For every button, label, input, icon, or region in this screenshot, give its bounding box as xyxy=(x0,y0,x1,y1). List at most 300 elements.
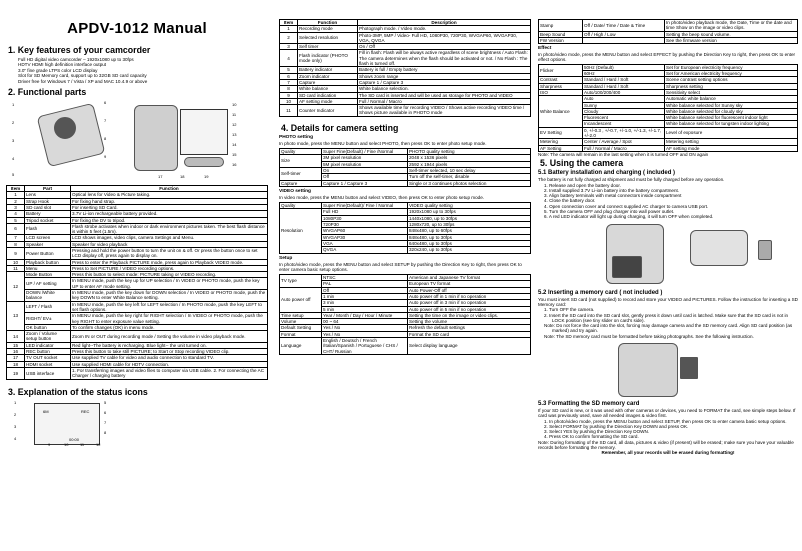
setup-table xyxy=(279,274,531,355)
callout-number: 18 xyxy=(180,174,185,180)
video-row-cell: 640x480, up to 30fps xyxy=(408,240,531,246)
camera-body-image xyxy=(134,105,178,171)
osd-resolution-label: 6M xyxy=(43,408,49,414)
parts-row-cell: 1 xyxy=(7,192,25,198)
parts-row-cell: DOWN /White balance xyxy=(25,290,71,302)
effect-row-cell: Set for European electricity frequency xyxy=(665,64,798,70)
setup-row-cell: Year / Month / Day / Hour / Minute xyxy=(322,312,408,318)
step-item: 2. Select FORMAT by pushing the Direction Key DOWN and press OK. xyxy=(544,423,689,429)
icons-header-function: Function xyxy=(298,20,358,26)
video-row-cell: 848x480, up to 60fps xyxy=(408,228,531,234)
section-key-features-heading: 1. Key features of your camcorder xyxy=(8,45,151,55)
parts-row-cell: HDMI socket xyxy=(25,361,71,367)
page-title: APDV-1012 Manual xyxy=(67,20,207,37)
video-row-cell: WVGAP30 xyxy=(322,234,408,240)
icons-row-cell: White balance xyxy=(298,86,358,92)
icons-row-cell: 10 xyxy=(280,98,298,104)
icons-row-cell: 8 xyxy=(280,86,298,92)
icons-row-cell: Battery indicator xyxy=(298,67,358,73)
icons-header-item: Item xyxy=(280,20,298,26)
parts-row-cell: Use supplied TV cable for video and audio connection to standard TV. xyxy=(71,355,268,361)
stamp-row-cell: Setting the beep sound volume. xyxy=(665,31,798,37)
effect-row-cell: Incandescent xyxy=(583,121,665,127)
parts-row-cell: 17 xyxy=(7,355,25,361)
lens-image xyxy=(54,117,76,139)
icons-row-cell: 5 xyxy=(280,67,298,73)
camera-diagram xyxy=(8,99,268,185)
step-item: 6. A red LED indicator will light up during charging, it will turn OFF when completed. xyxy=(544,214,714,220)
callout-number: 10 xyxy=(232,102,237,108)
photo-row-cell: Size xyxy=(280,155,322,168)
parts-row-cell: LCD screen xyxy=(25,235,71,241)
effect-row-cell: 60Hz xyxy=(583,71,665,77)
step-item: 2. Insert the SD card into the SD card slot, gently press it down until card is latched. Make sure that the SD card is not in LOCK position (see tiny slider on card's side). xyxy=(544,312,789,323)
column-middle xyxy=(279,19,531,357)
effect-row-cell: Sunny xyxy=(583,102,665,108)
step-item: 1. Turn OFF the camera. xyxy=(544,307,595,313)
photo-row-cell: Quality xyxy=(280,149,322,155)
icons-row xyxy=(280,105,531,117)
photo-row-cell: Self-timer xyxy=(280,167,322,180)
callout-number: 2 xyxy=(12,120,15,126)
setup-row-cell: 5 min xyxy=(322,306,408,312)
stamp-table xyxy=(538,19,798,44)
setup-row-cell: English / Deutsch / French /Italian/Spanish / Portuguese / CHS / CHT/ Russian xyxy=(322,338,408,355)
parts-row-cell: Use supplied HDMI cable for HDTV connection. xyxy=(71,361,268,367)
effect-row-cell: Metering xyxy=(539,139,583,145)
parts-row-cell: 8 xyxy=(7,241,25,247)
callout-number: 1 xyxy=(12,102,15,108)
video-row-cell: VGA xyxy=(322,240,408,246)
format-note: Note: During formatting of the SD card, all data, pictures & video (if present) will be erased; make sure you have your valuable records before formatting the memory. xyxy=(538,439,794,451)
photo-row-cell: Single or 3 continues photos selection xyxy=(408,180,531,186)
column-right xyxy=(538,19,798,456)
step-item: Note: Do not force the card into the slot, forcing may damage camera and the SD memory card. Align SD card position (as marked) and try again. xyxy=(544,323,793,334)
parts-row xyxy=(7,248,268,260)
memory-card-heading: 5.2 Inserting a memory card ( not included ) xyxy=(538,289,663,296)
parts-row-cell: TV OUT socket xyxy=(25,355,71,361)
callout-number: 12 xyxy=(232,122,237,128)
parts-row-cell: Zoom / Volume setup button xyxy=(25,331,71,343)
photo-row-cell: Turn off the self-timer, disable xyxy=(408,174,531,180)
parts-row-cell: RIGHT/ EV± xyxy=(25,313,71,325)
parts-row-cell: Lens xyxy=(25,192,71,198)
video-row-cell: 1280x720, up to 30fps xyxy=(408,222,531,228)
battery-intro: The battery is not fully charged at shipment and must be fully charged before any operation. xyxy=(538,177,725,183)
callout-number: 17 xyxy=(158,174,163,180)
step-item: 1. In photo/video mode, press the MENU button and select SETUP, then press OK to enter camera basic setup options. xyxy=(544,418,787,424)
effect-row-cell: AF setting mode xyxy=(665,145,798,151)
status-icon-number: 5 xyxy=(104,399,107,405)
osd-rec-label: REC xyxy=(81,408,90,414)
photo-row-cell: Capture xyxy=(280,180,322,186)
setup-row-cell: Auto power off xyxy=(280,287,322,312)
parts-row-cell: Strap Hook xyxy=(25,198,71,204)
parts-row-cell: Optical lens for Video & Picture taking. xyxy=(71,192,268,198)
photo-setting-intro: In photo mode, press the MENU button and select PHOTO, then press OK to enter photo setup mode. xyxy=(279,140,487,146)
step-item: 1. Release and open the battery door. xyxy=(544,182,621,188)
video-row-cell: QVGA xyxy=(322,247,408,253)
icons-row-cell: Recording mode xyxy=(298,26,358,32)
lcd-screen-image xyxy=(180,109,228,155)
icons-row-cell: White balance selection. xyxy=(358,86,531,92)
photo-row-cell: 5M pixel resolution xyxy=(322,161,408,167)
setup-row-cell: Auto power off in 3 min if no operation xyxy=(408,300,531,306)
parts-row-cell: In MENU mode, push the key up for UP selection / In VIDEO or PHOTO mode, push the key UP to enter AF mode setting. xyxy=(71,278,268,290)
video-row-cell: WVGAP60 xyxy=(322,228,408,234)
status-icon-number: 4 xyxy=(14,435,17,441)
parts-row-cell: Playback button xyxy=(25,259,71,265)
parts-row-cell: Menu xyxy=(25,265,71,271)
effect-row-cell: Sensitivity select xyxy=(665,89,798,95)
photo-row-cell: PHOTO quality setting xyxy=(408,149,531,155)
icons-row-cell: Photo-3MP, 5MP / Video- Full HD, 1080P30, 720P30, WVGAP60, WVGAP30, VGA, QVGA xyxy=(358,32,531,44)
icons-row-cell: 3 xyxy=(280,44,298,50)
video-setting-table xyxy=(279,202,531,253)
setup-row-cell: Select display language xyxy=(408,338,531,355)
status-icon-number: 11 xyxy=(80,441,85,447)
icons-row-cell: Fill in flash: Flash will be always active regardless of scene brightness / Auto Flash: The camera determines when the flash should be activated or not. / No Flash : The flash is turned off. xyxy=(358,50,531,67)
parts-row-cell: For fixing the DV to tripod. xyxy=(71,217,268,223)
format-heading: 5.3 Formatting the SD memory card xyxy=(538,400,640,407)
effect-row-cell: ISO xyxy=(539,89,583,95)
parts-row-cell: 16 xyxy=(7,349,25,355)
stamp-row-cell: See the firmware version xyxy=(665,37,798,43)
parts-row xyxy=(7,301,268,313)
stamp-row-cell: FW Version xyxy=(539,37,583,43)
parts-row-cell: 13 xyxy=(7,301,25,330)
setup-row-cell: Off xyxy=(322,287,408,293)
parts-row-cell: UP / AF setting xyxy=(25,278,71,290)
icons-row-cell: 1 xyxy=(280,26,298,32)
parts-row-cell: 12 xyxy=(7,272,25,301)
effect-row-cell: Cloudy xyxy=(583,108,665,114)
feature-item: Slot for SD Memory card, support up to 32GB SD card capacity xyxy=(18,73,147,79)
parts-row-cell: 4 xyxy=(7,211,25,217)
parts-row-cell: 3 xyxy=(7,204,25,210)
step-item: 4. Close the battery door. xyxy=(544,198,596,204)
parts-row-cell: To confirm changes (OK) in menu mode. xyxy=(71,324,268,330)
setup-row-cell: PAL xyxy=(322,281,408,287)
callout-number: 19 xyxy=(204,174,209,180)
parts-row-cell: OK button xyxy=(25,324,71,330)
setup-row-cell: Format the SD card xyxy=(408,331,531,337)
icons-header-description: Description xyxy=(358,20,531,26)
memory-card-illustration xyxy=(540,339,798,399)
parts-row-cell: Battery xyxy=(25,211,71,217)
parts-row-cell: Tripod socket xyxy=(25,217,71,223)
parts-row xyxy=(7,290,268,302)
parts-row-cell: 5 xyxy=(7,217,25,223)
feature-item: Full HD digital video camcorder – 1920x1080 up to 30fps xyxy=(18,57,134,62)
icons-row-cell: Self timer xyxy=(298,44,358,50)
parts-row-cell: For inserting SD Card. xyxy=(71,204,268,210)
parts-row-cell: 14 xyxy=(7,331,25,343)
effect-row-cell: White Balance xyxy=(539,96,583,127)
photo-row xyxy=(280,180,531,186)
effect-row-cell: Flicker xyxy=(539,64,583,77)
video-row-cell: Full HD xyxy=(322,209,408,215)
parts-row xyxy=(7,349,268,355)
step-item: 4. Press OK to confirm formatting the SD card. xyxy=(544,434,639,440)
charger-image xyxy=(758,240,772,260)
parts-row-cell: Press this button to take still PICTURE; to Start or Stop recording VIDEO clip. xyxy=(71,349,268,355)
section-using-camera-heading: 5. Using the camera xyxy=(540,158,624,169)
icons-row-cell: 7 xyxy=(280,79,298,85)
parts-row-cell: 18 xyxy=(7,361,25,367)
icons-row-cell: Capture xyxy=(298,79,358,85)
stamp-row-cell xyxy=(583,37,665,43)
icons-row-cell: Flash indicator (PHOTO mode only) xyxy=(298,50,358,67)
setup-row-cell: Auto power off in 1 min if no operation xyxy=(408,293,531,299)
effect-intro: In photo/video mode, press the MENU button and select EFFECT by pushing the Direction Key to right, then press OK to enter effect options. xyxy=(538,52,796,63)
stamp-row xyxy=(539,37,798,43)
parts-row-cell: 2 xyxy=(7,198,25,204)
section-status-icons-heading: 3. Explanation of the status icons xyxy=(8,386,148,397)
icons-row-cell: Full / Normal / Macro xyxy=(358,98,531,104)
parts-row-cell: Press this button to select mode: PICTURE taking or VIDEO recording. xyxy=(71,272,268,278)
callout-number: 6 xyxy=(104,100,107,106)
setup-row xyxy=(280,338,531,355)
parts-row-cell: USB interface xyxy=(25,367,71,379)
callout-number: 5 xyxy=(12,172,15,178)
setup-row-cell: Auto power off in 5 min if no operation xyxy=(408,306,531,312)
effect-row-cell: Center / Average / Spot xyxy=(583,139,665,145)
setup-title: Setup xyxy=(279,255,293,261)
parts-row-cell: Mode Button xyxy=(25,272,71,278)
feature-list xyxy=(6,57,268,84)
callout-number: 16 xyxy=(232,162,237,168)
stamp-row-cell: Beep Sound xyxy=(539,31,583,37)
sd-card-image xyxy=(680,357,698,379)
photo-setting-table xyxy=(279,148,531,187)
video-row-cell: Resolution xyxy=(280,209,322,253)
icons-row-cell: The SD card is inserted and will be used as storage for PHOTO and VIDEO xyxy=(358,92,531,98)
feature-item: Driver free for Windows 7 / Vista / XP and MAC 10.4.9 or above xyxy=(18,78,148,84)
effect-row-cell: Scene contrast setting options xyxy=(665,77,798,83)
charger-camera-image xyxy=(690,230,748,266)
parts-row-cell: Speaker xyxy=(25,241,71,247)
parts-row xyxy=(7,278,268,290)
status-icons-diagram xyxy=(8,399,268,447)
photo-row-cell: Self-timer selected, 10 sec delay xyxy=(408,167,531,173)
effect-row-cell: EV Setting xyxy=(539,127,583,139)
effect-row-cell: Set for American electricity frequency xyxy=(665,71,798,77)
icons-row-cell: Shows zoom range xyxy=(358,73,531,79)
setup-row-cell: Default Setting xyxy=(280,325,322,331)
parts-header-part: Part xyxy=(25,186,71,192)
icons-row-cell: 9 xyxy=(280,92,298,98)
battery-illustration xyxy=(540,220,798,288)
memory-card-steps xyxy=(538,307,798,339)
setup-intro: In photo/video mode, press the MENU button and select SETUP by pushing the Direction Key to right, then press OK to enter camera basic setup options. xyxy=(279,261,522,272)
effect-row-cell: 50Hz (Default) xyxy=(583,64,665,70)
stamp-row-cell: Off / High / Low xyxy=(583,31,665,37)
video-row-cell: Quality xyxy=(280,203,322,209)
callout-number: 14 xyxy=(232,142,237,148)
parts-row-cell: Flash xyxy=(25,223,71,235)
status-icon-number: 8 xyxy=(104,429,107,435)
parts-row-cell: REC button xyxy=(25,349,71,355)
step-item: 2. Install supplied 3.7V Li-ion battery into the battery compartment. xyxy=(544,187,680,193)
setup-row-cell: NTSC xyxy=(322,275,408,281)
parts-row-cell: Speaker for video playback xyxy=(71,241,268,247)
icons-row-cell: Battery is full / Empty battery xyxy=(358,67,531,73)
callout-number: 3 xyxy=(12,138,15,144)
parts-table xyxy=(6,185,268,380)
setup-row-cell: Volume xyxy=(280,319,322,325)
setup-row-cell: Language xyxy=(280,338,322,355)
icons-row-cell: Capture 1 / Capture 3 xyxy=(358,79,531,85)
icons-row-cell: Selected resolution xyxy=(298,32,358,44)
parts-row-cell: 10 xyxy=(7,259,25,265)
parts-row-cell: 6 xyxy=(7,223,25,235)
format-intro: If your SD card is new, or it was used with other cameras or devices, you need to FORMAT the card, see simple steps below. If card was previously used, save all needed images & video first. xyxy=(538,407,796,419)
effect-row-cell: 0, +/-0.3 , +/-0.7, +/-1.0, +/-1.3, +/-1.7, +/-2.0 xyxy=(583,127,665,139)
callout-number: 15 xyxy=(232,152,237,158)
effect-row-cell: Sharpness setting xyxy=(665,83,798,89)
icons-row-cell: 11 xyxy=(280,105,298,117)
card-camera-image xyxy=(618,343,678,397)
memory-card-intro: You must insert SD card (not supplied) to record and store your VIDEO and PICTURES. Follow the instruction for inserting a SD Memory card: xyxy=(538,296,799,307)
status-icon-number: 1 xyxy=(14,399,17,405)
feature-item: HDTV HDMI high definition interface output xyxy=(18,62,107,68)
setup-row-cell: Setting the volume xyxy=(408,319,531,325)
parts-header-item: Item xyxy=(7,186,25,192)
photo-row-cell: Off xyxy=(322,174,408,180)
parts-row-cell: For fixing hand strap. xyxy=(71,198,268,204)
status-icon-number: 7 xyxy=(104,419,107,425)
parts-row-cell: 15 xyxy=(7,342,25,348)
effect-table xyxy=(538,64,798,152)
photo-row-cell: 3M pixel resolution xyxy=(322,155,408,161)
setup-row-cell: Yes / No xyxy=(322,331,408,337)
photo-row-cell: 2048 x 1536 pixels xyxy=(408,155,531,161)
parts-row-cell: In MENU mode, push the key left for LEFT selection / In PHOTO mode, push the key LEFT to set flash options. xyxy=(71,301,268,313)
video-row-cell: Super Fine(Default)/ Fine / Normal xyxy=(322,203,408,209)
column-left xyxy=(6,18,268,447)
icons-row-cell: 4 xyxy=(280,50,298,67)
effect-row-cell: White balance selected for cloudy sky xyxy=(665,108,798,114)
feature-item: 3.0" fine grade LTPS color LCD display xyxy=(18,67,98,73)
icons-row-cell: SD card indication xyxy=(298,92,358,98)
section-camera-setting-heading: 4. Details for camera setting xyxy=(281,122,399,133)
stamp-row-cell: Stamp xyxy=(539,20,583,32)
camera-bottom-image xyxy=(184,157,224,167)
status-icon-number: 6 xyxy=(104,409,107,415)
parts-row-cell: 7 xyxy=(7,235,25,241)
setup-row-cell: American and Japanese TV format xyxy=(408,275,531,281)
icons-row-cell: Photograph mode. / Video mode. xyxy=(358,26,531,32)
status-icons-table xyxy=(279,19,531,117)
parts-row-cell: In MENU mode, push the key down for DOWN selection / In VIDEO or PHOTO mode, push the key DOWN to enter White Balance setting. xyxy=(71,290,268,302)
parts-row-cell: 1. For transferring images and video files to computer via USB cable. 2. For connecting the AC Charger / charging battery xyxy=(71,367,268,379)
setup-row-cell: Auto Power-Off off xyxy=(408,287,531,293)
step-item: 3. Select YES by pushing the Direction Key DOWN. xyxy=(544,429,650,435)
parts-row-cell: Power Button xyxy=(25,248,71,260)
parts-row-cell: 11 xyxy=(7,265,25,271)
parts-header-function: Function xyxy=(71,186,268,192)
effect-row-cell: Fluorescent xyxy=(583,115,665,121)
effect-row-cell: Standard / Hard / Soft xyxy=(583,77,665,83)
video-row-cell: VIDEO quality setting xyxy=(408,203,531,209)
icons-row xyxy=(280,50,531,67)
setup-row-cell: 00 ~ 64 xyxy=(322,319,408,325)
stamp-row-cell: Off / Date/ Time / Date & Time xyxy=(583,20,665,32)
effect-row-cell: Contrast xyxy=(539,77,583,83)
setup-row-cell: 1 min xyxy=(322,293,408,299)
effect-note: Note: The camera will remain in the last setting when it is turned OFF and ON again xyxy=(538,151,709,157)
icons-row-cell: 6 xyxy=(280,73,298,79)
effect-row-cell: White balance selected for Sunny sky xyxy=(665,102,798,108)
effect-row-cell: Standard / Hard / Soft xyxy=(583,83,665,89)
parts-row xyxy=(7,223,268,235)
setup-row-cell: Format xyxy=(280,331,322,337)
status-icon-number: 10 xyxy=(64,441,69,447)
status-icon-number: 9 xyxy=(48,441,51,447)
parts-row-cell: 19 xyxy=(7,367,25,379)
video-row-cell: 320x240, up to 30fps xyxy=(408,247,531,253)
effect-row-cell: Automatic white balance xyxy=(665,96,798,102)
status-icon-number: 3 xyxy=(14,423,17,429)
step-item: 3. Align battery terminals with metal connectors inside compartment xyxy=(544,193,682,199)
icons-row xyxy=(280,92,531,98)
section-functional-parts-heading: 2. Functional parts xyxy=(8,87,87,98)
parts-row-cell: LED indicator xyxy=(25,342,71,348)
parts-row-cell: SD card slot xyxy=(25,204,71,210)
parts-row-cell: LEFT / Flash xyxy=(25,301,71,313)
effect-row-cell: White balance selected for fluorescent indoor light xyxy=(665,115,798,121)
effect-row-cell: Full / Normal / Macro xyxy=(583,145,665,151)
parts-row xyxy=(7,367,268,379)
parts-row-cell: Pressing and hold the power button to turn the unit on & off. Or press the button once to set LCD display off, press again to display on. xyxy=(71,248,268,260)
video-row-cell: 1080P30 xyxy=(322,215,408,221)
icons-row-cell: 2 xyxy=(280,32,298,44)
effect-row-cell: Level of exposure xyxy=(665,127,798,139)
effect-row-cell: Sharpness xyxy=(539,83,583,89)
status-icon-number: 2 xyxy=(14,411,17,417)
parts-row-cell: LCD shows images, video clips, camera Settings and Menu. xyxy=(71,235,268,241)
setup-row-cell: TV type xyxy=(280,275,322,288)
video-row-cell: 848x480, up to 30fps xyxy=(408,234,531,240)
video-row-cell: 1440x1080, up to 30fps xyxy=(408,215,531,221)
parts-row xyxy=(7,313,268,325)
battery-section-heading: 5.1 Battery installation and charging ( included ) xyxy=(538,170,676,177)
setup-row-cell: 3 min xyxy=(322,300,408,306)
step-item: 5. Turn the camera OFF and plug charger into wall power outlet. xyxy=(544,209,675,215)
parts-row xyxy=(7,331,268,343)
effect-title: Effect xyxy=(538,46,552,52)
parts-row-cell: Press to enter the Playback PICTURE mode, press again to Playback VIDEO mode. xyxy=(71,259,268,265)
photo-row-cell: Super Fine(Default) / Fine /Normal xyxy=(322,149,408,155)
icons-row-cell: Shows available time for recording VIDEO / Shows active recording VIDEO time / Shows picture available in PHOTO mode xyxy=(358,105,531,117)
format-steps xyxy=(538,419,798,440)
photo-row-cell: 2592 x 1944 pixels xyxy=(408,161,531,167)
callout-number: 4 xyxy=(12,156,15,162)
parts-row-cell: 9 xyxy=(7,248,25,260)
effect-row-cell: Auto/100/200/400 xyxy=(583,89,665,95)
format-warning: Remember, all your records will be erased during formatting! xyxy=(601,450,735,456)
stamp-row-cell: In photo/video playback mode, the Date, Time or the date and time Show on the image or video clips. xyxy=(665,20,798,32)
effect-row-cell: Auto xyxy=(583,96,665,102)
icons-row-cell: Counter Indicator xyxy=(298,105,358,117)
battery-image xyxy=(612,256,642,278)
parts-row-cell: Zoom IN or OUT during recording mode / Setting the volume in video playback mode. xyxy=(71,331,268,343)
photo-setting-title: PHOTO setting xyxy=(279,134,314,140)
parts-row-cell: In MENU mode, push the key right for RIGHT selection / In VIDEO or PHOTO mode, push the key RIGHT to enter exposure value setting. xyxy=(71,313,268,325)
effect-row xyxy=(539,145,798,151)
icons-row-cell: AF setting mode xyxy=(298,98,358,104)
